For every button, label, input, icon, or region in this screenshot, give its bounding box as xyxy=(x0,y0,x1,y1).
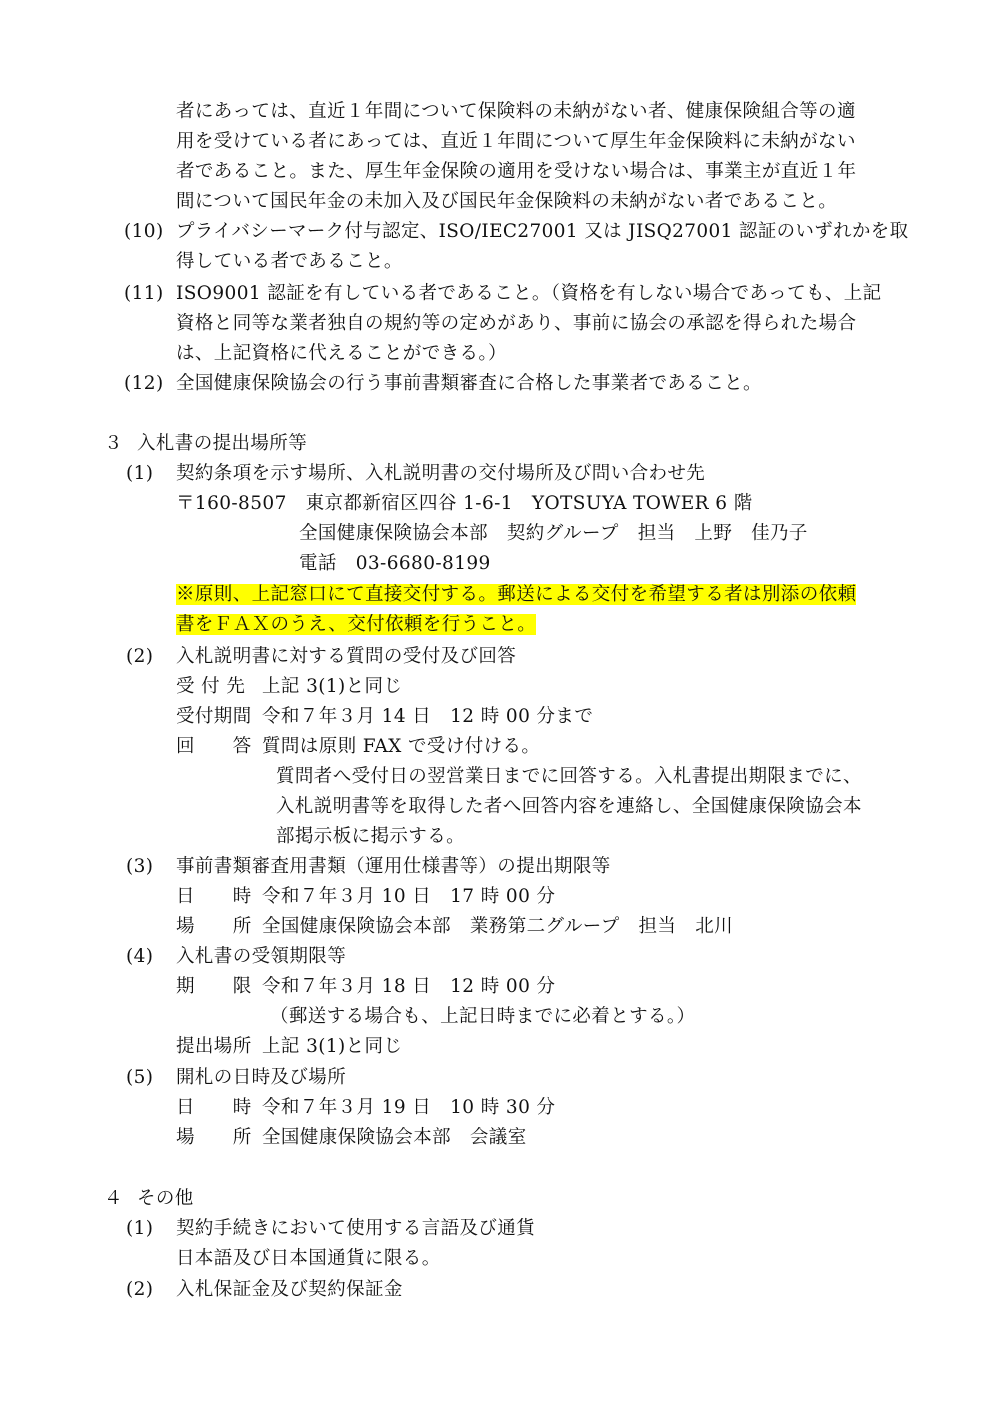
section-3-number: ３ xyxy=(104,433,123,454)
s3-item2-number: (2) xyxy=(126,646,154,667)
s3-item5-label-1: 日 時 xyxy=(176,1097,252,1118)
s3-item2-label-1: 受 付 先 xyxy=(176,676,246,697)
item10-line-2: 得している者であること。 xyxy=(176,251,403,272)
contact-address: 〒160-8507 東京都新宿区四谷 1-6-1 YOTSUYA TOWER 6 階 xyxy=(176,493,753,514)
s3-item4-value-2: 上記 3(1)と同じ xyxy=(262,1036,403,1057)
s3-item2-label-3: 回 答 xyxy=(176,736,252,757)
s3-item4-label-2: 提出場所 xyxy=(176,1036,252,1057)
s4-item1-body: 日本語及び日本国通貨に限る。 xyxy=(176,1248,441,1269)
s3-item2-value-2: 令和７年３月 14 日 12 時 00 分まで xyxy=(262,706,594,727)
s3-item1-title: 契約条項を示す場所、入札説明書の交付場所及び問い合わせ先 xyxy=(176,463,706,484)
item9-line-2: 用を受けている者にあっては、直近１年間について厚生年金保険料に未納がない xyxy=(176,131,856,152)
s3-item4-value-1: 令和７年３月 18 日 12 時 00 分 xyxy=(262,976,556,997)
s4-item2-number: (2) xyxy=(126,1279,154,1300)
s3-item3-value-1: 令和７年３月 10 日 17 時 00 分 xyxy=(262,886,556,907)
s3-item4-number: (4) xyxy=(126,946,154,967)
item9-line-4: 間について国民年金の未加入及び国民年金保険料の未納がない者であること。 xyxy=(176,191,838,212)
section-3-title: 入札書の提出場所等 xyxy=(137,433,308,454)
s3-item5-value-2: 全国健康保険協会本部 会議室 xyxy=(262,1127,527,1148)
highlight-note-line-2: 書をＦＡＸのうえ、交付依頼を行うこと。 xyxy=(176,614,537,635)
contact-phone: 電話 03-6680-8199 xyxy=(299,553,491,574)
item10-number: (10) xyxy=(124,221,164,242)
s3-item4-value-1-note: （郵送する場合も、上記日時までに必着とする。） xyxy=(270,1006,696,1027)
s3-item3-label-2: 場 所 xyxy=(176,916,252,937)
item11-line-1: ISO9001 認証を有している者であること。（資格を有しない場合であっても、上記 xyxy=(176,283,882,304)
s3-item2-title: 入札説明書に対する質問の受付及び回答 xyxy=(176,646,517,667)
section-4-number: ４ xyxy=(104,1188,123,1209)
s3-item2-answer-line-3: 部掲示板に掲示する。 xyxy=(276,826,466,847)
item9-line-3: 者であること。また、厚生年金保険の適用を受けない場合は、事業主が直近１年 xyxy=(176,161,857,182)
item10-line-1: プライバシーマーク付与認定、ISO/IEC27001 又は JISQ27001 認証のいずれかを取 xyxy=(176,221,909,242)
s3-item3-label-1: 日 時 xyxy=(176,886,252,907)
item12-line-1: 全国健康保険協会の行う事前書類審査に合格した事業者であること。 xyxy=(176,373,762,394)
highlight-note-line-1: ※原則、上記窓口にて直接交付する。郵送による交付を希望する者は別添の依頼 xyxy=(176,584,857,605)
s3-item1-number: (1) xyxy=(126,463,154,484)
section-4-title: その他 xyxy=(137,1188,194,1209)
s3-item5-label-2: 場 所 xyxy=(176,1127,252,1148)
s3-item2-answer-line-1: 質問者へ受付日の翌営業日までに回答する。入札書提出期限までに、 xyxy=(276,766,862,787)
s3-item4-title: 入札書の受領期限等 xyxy=(176,946,347,967)
s4-item1-number: (1) xyxy=(126,1218,154,1239)
s3-item5-title: 開札の日時及び場所 xyxy=(176,1067,347,1088)
s3-item3-title: 事前書類審査用書類（運用仕様書等）の提出期限等 xyxy=(176,856,611,877)
s3-item3-value-2: 全国健康保険協会本部 業務第二グループ 担当 北川 xyxy=(262,916,734,937)
s3-item2-label-2: 受付期間 xyxy=(176,706,252,727)
item12-number: (12) xyxy=(124,373,164,394)
item9-line-1: 者にあっては、直近１年間について保険料の未納がない者、健康保険組合等の適 xyxy=(176,101,856,122)
item11-number: (11) xyxy=(124,283,164,304)
s4-item2-title: 入札保証金及び契約保証金 xyxy=(176,1279,403,1300)
s3-item5-value-1: 令和７年３月 19 日 10 時 30 分 xyxy=(262,1097,556,1118)
item11-line-2: 資格と同等な業者独自の規約等の定めがあり、事前に協会の承認を得られた場合 xyxy=(176,313,857,334)
s3-item2-value-3: 質問は原則 FAX で受け付ける。 xyxy=(262,736,541,757)
s3-item2-value-1: 上記 3(1)と同じ xyxy=(262,676,403,697)
s3-item2-answer-line-2: 入札説明書等を取得した者へ回答内容を連絡し、全国健康保険協会本 xyxy=(276,796,862,817)
s3-item4-label-1: 期 限 xyxy=(176,976,252,997)
s3-item3-number: (3) xyxy=(126,856,154,877)
s3-item5-number: (5) xyxy=(126,1067,154,1088)
item11-line-3: は、上記資格に代えることができる。） xyxy=(176,343,507,364)
contact-organization: 全国健康保険協会本部 契約グループ 担当 上野 佳乃子 xyxy=(299,523,808,544)
s4-item1-title: 契約手続きにおいて使用する言語及び通貨 xyxy=(176,1218,536,1239)
